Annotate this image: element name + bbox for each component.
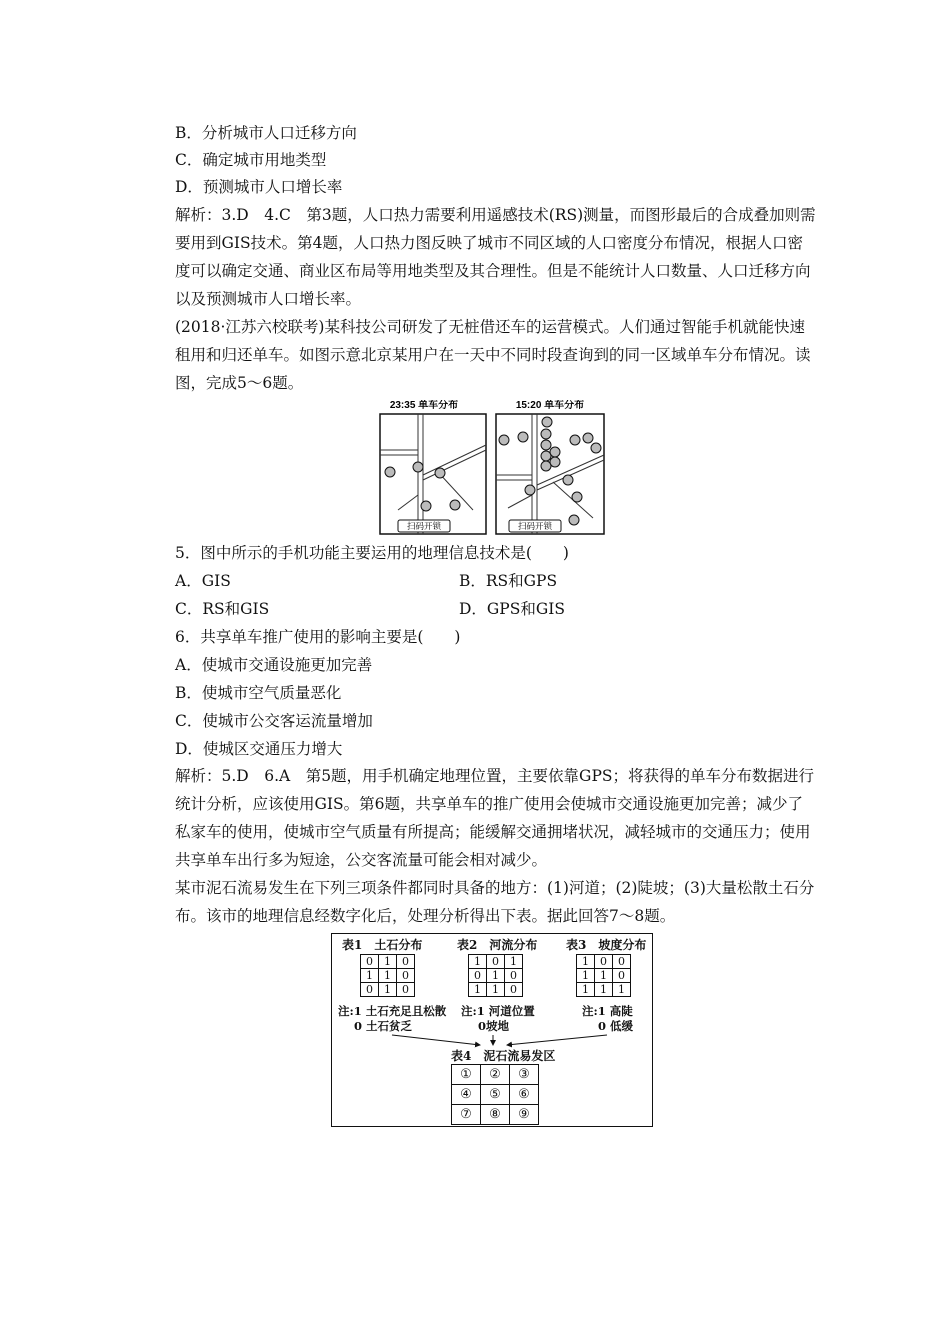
table-cell: 0 [397, 955, 415, 969]
table-cell: 1 [379, 983, 397, 997]
bike-marker [569, 515, 579, 525]
table-cell: ② [481, 1065, 510, 1085]
bike-marker [542, 417, 552, 427]
table-cell: 0 [613, 955, 631, 969]
q5-option-c: C．RS和GIS [175, 600, 270, 618]
map1-unlock-label: 扫码开锁 [406, 521, 442, 531]
bike-marker [435, 468, 445, 478]
table4-grid [451, 1064, 539, 1125]
intro-7-8: 某市泥石流易发生在下列三项条件都同时具备的地方：(1)河道；(2)陡坡；(3)大量松散土石分布。该市的地理信息经数字化后，处理分析得出下表。据此回答7～8题。 [175, 879, 815, 925]
bike-marker [385, 467, 395, 477]
bike-marker [572, 492, 582, 502]
arrow [507, 1035, 607, 1045]
bike-marker [541, 451, 551, 461]
table-cell: 1 [379, 969, 397, 983]
table-cell: 1 [469, 983, 487, 997]
bike-marker [541, 461, 551, 471]
table3-title: 表3 坡度分布 [566, 938, 647, 952]
bike-marker [421, 501, 431, 511]
table-cell: 1 [595, 983, 613, 997]
table3-note-1: 注:1 高陡 [582, 1004, 633, 1018]
q6-option-c: C．使城市公交客运流量增加 [175, 712, 373, 730]
table2-note-1: 注:1 河道位置 [461, 1004, 535, 1018]
q5-option-a: A．GIS [175, 572, 231, 590]
table1-note-0: 0 土石贫乏 [354, 1019, 413, 1033]
bike-marker [550, 457, 560, 467]
bike-marker [550, 447, 560, 457]
map2-unlock-label: 扫码开锁 [517, 521, 553, 531]
bike-marker [413, 462, 423, 472]
q4-option-d: D．预测城市人口增长率 [175, 178, 343, 196]
table-cell: ⑥ [510, 1085, 539, 1105]
table1-title: 表1 土石分布 [342, 938, 423, 952]
q6-option-d: D．使城区交通压力增大 [175, 740, 343, 758]
table-cell: ⑦ [452, 1105, 481, 1125]
landslide-tables-figure [331, 933, 653, 1127]
q5-option-b: B．RS和GPS [459, 572, 558, 590]
table-cell: 1 [469, 955, 487, 969]
table-cell: 1 [361, 969, 379, 983]
bike-marker [583, 433, 593, 443]
map1-frame [380, 414, 486, 534]
bike-marker [570, 435, 580, 445]
table3-note-0: 0 低缓 [598, 1019, 634, 1033]
bike-maps-svg [378, 400, 608, 536]
arrow [392, 1035, 480, 1045]
table-cell: ① [452, 1065, 481, 1085]
bike-marker [450, 500, 460, 510]
table-cell: 1 [577, 955, 595, 969]
table-cell: ④ [452, 1085, 481, 1105]
q4-option-b: B．分析城市人口迁移方向 [175, 124, 357, 142]
table-cell: 0 [361, 955, 379, 969]
q6-stem: 6．共享单车推广使用的影响主要是( ) [175, 628, 461, 646]
bike-marker [541, 440, 551, 450]
bike-marker [525, 485, 535, 495]
table-cell: 1 [487, 983, 505, 997]
table-cell: 0 [613, 969, 631, 983]
table-cell: 0 [487, 955, 505, 969]
table-cell: 1 [487, 969, 505, 983]
table1-note-1: 注:1 土石充足且松散 [338, 1004, 447, 1018]
q5-option-d: D．GPS和GIS [459, 600, 565, 618]
table-cell: 0 [361, 983, 379, 997]
table-cell: 1 [577, 969, 595, 983]
table-cell: ③ [510, 1065, 539, 1085]
table-cell: ⑨ [510, 1105, 539, 1125]
q5-stem: 5．图中所示的手机功能主要运用的地理信息技术是( ) [175, 544, 569, 562]
q4-option-c: C．确定城市用地类型 [175, 151, 327, 169]
table-cell: 0 [397, 969, 415, 983]
analysis-5-6: 解析：5.D 6.A 第5题，用手机确定地理位置，主要依靠GPS；将获得的单车分布数据进行统计分析，应该使用GIS。第6题，共享单车的推广使用会使城市交通设施更加完善；减少了私家车的使用，使城市空气质量有所提高；能缓解交通拥堵状况，减轻城市的交通压力；使用共享单车出行多为短途，公交客流量可能会相对减少。 [175, 767, 814, 869]
map2-title: 15:20 单车分布 [515, 400, 585, 411]
table-cell: 0 [469, 969, 487, 983]
table-cell: 0 [505, 969, 523, 983]
q6-option-a: A．使城市交通设施更加完善 [175, 656, 373, 674]
map1-title: 23:35 单车分布 [389, 400, 459, 411]
q6-option-b: B．使城市空气质量恶化 [175, 684, 342, 702]
table-cell: 0 [505, 983, 523, 997]
bike-marker [518, 432, 528, 442]
table-cell: 0 [397, 983, 415, 997]
table-cell: 1 [505, 955, 523, 969]
table-cell: ⑤ [481, 1085, 510, 1105]
table-cell: 0 [595, 955, 613, 969]
table-cell: ⑧ [481, 1105, 510, 1125]
table-cell: 1 [379, 955, 397, 969]
bike-distribution-figure [378, 400, 608, 536]
table2-title: 表2 河流分布 [457, 938, 538, 952]
analysis-3-4: 解析：3.D 4.C 第3题，人口热力需要利用遥感技术(RS)测量，而图形最后的合成叠加则需要用到GIS技术。第4题，人口热力图反映了城市不同区域的人口密度分布情况，根据人口密度可以确定交通、商业区布局等用地类型及其合理性。但是不能统计人口数量、人口迁移方向以及预测城市人口增长率。 [175, 206, 816, 308]
bike-marker [541, 429, 551, 439]
table-cell: 1 [595, 969, 613, 983]
table4-title: 表4 泥石流易发区 [451, 1049, 556, 1063]
table-cell: 1 [577, 983, 595, 997]
table-cell: 1 [613, 983, 631, 997]
bike-marker [591, 443, 601, 453]
intro-5-6: (2018·江苏六校联考)某科技公司研发了无桩借还车的运营模式。人们通过智能手机就能快速租用和归还单车。如图示意北京某用户在一天中不同时段查询到的同一区域单车分布情况。读图，完成5～6题。 [175, 318, 811, 392]
bike-marker [499, 435, 509, 445]
table2-note-0: 0坡地 [478, 1019, 510, 1033]
bike-marker [563, 475, 573, 485]
